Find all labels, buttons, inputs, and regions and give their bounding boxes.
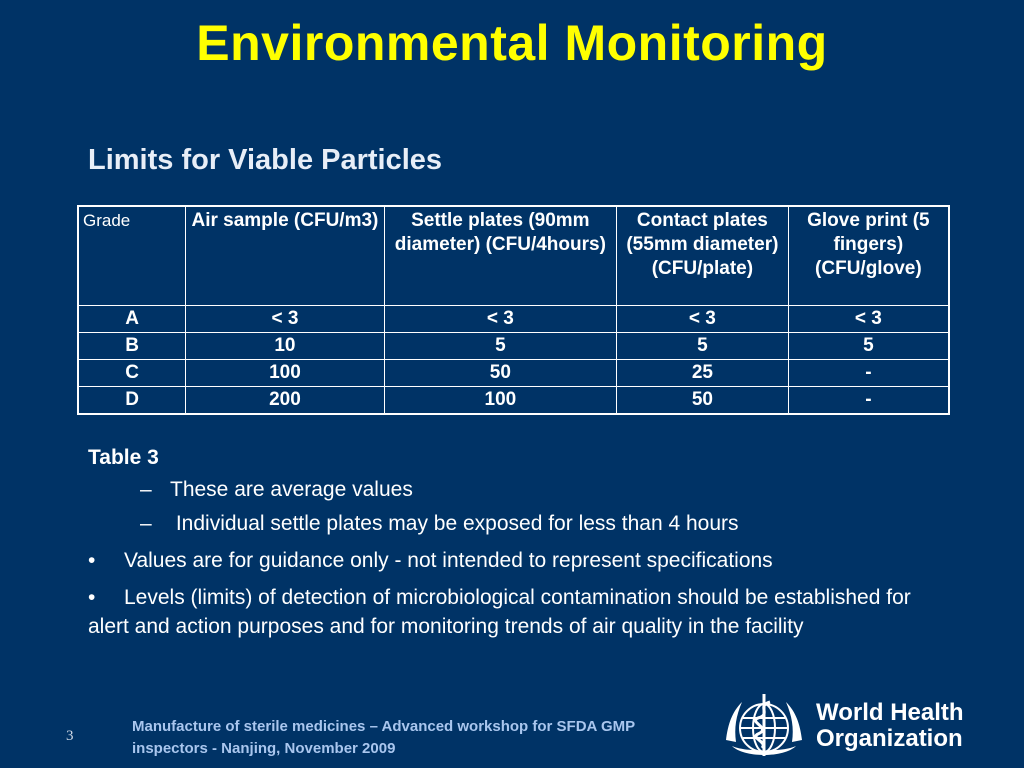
cell-grade: D xyxy=(78,387,186,415)
sub-list-item xyxy=(88,512,948,536)
cell-grade: C xyxy=(78,360,186,387)
table-header-row xyxy=(78,206,949,306)
cell-settle-plates: < 3 xyxy=(384,306,616,333)
bullet-icon: • xyxy=(88,586,96,609)
cell-air-sample: < 3 xyxy=(186,306,384,333)
cell-glove-print: 5 xyxy=(788,333,949,360)
bullet-text: Levels (limits) of detection of microbiological contamination should be established for alert and action purposes and for monitoring trends of air quality in the facility xyxy=(88,586,911,638)
header-air-sample: Air sample (CFU/m3) xyxy=(186,206,384,306)
cell-grade: A xyxy=(78,306,186,333)
page-number: 3 xyxy=(66,728,74,744)
cell-contact-plates: 5 xyxy=(617,333,789,360)
cell-air-sample: 200 xyxy=(186,387,384,415)
table-row xyxy=(78,360,949,387)
cell-settle-plates: 100 xyxy=(384,387,616,415)
cell-contact-plates: < 3 xyxy=(617,306,789,333)
slide-title: Environmental Monitoring xyxy=(196,15,828,71)
sub-item-text: These are average values xyxy=(170,478,413,501)
bullet-list-item xyxy=(88,546,948,575)
cell-glove-print: - xyxy=(788,360,949,387)
bullet-text: Values are for guidance only - not intended to represent specifications xyxy=(124,549,773,572)
who-name-line2: Organization xyxy=(816,725,963,752)
who-name-line1: World Health xyxy=(816,699,964,726)
notes-section xyxy=(88,446,948,649)
header-grade: Grade xyxy=(78,206,186,306)
header-contact-plates: Contact plates (55mm diameter) (CFU/plate) xyxy=(617,206,789,306)
cell-air-sample: 100 xyxy=(186,360,384,387)
cell-glove-print: < 3 xyxy=(788,306,949,333)
notes-heading: Table 3 xyxy=(88,446,159,469)
cell-contact-plates: 25 xyxy=(617,360,789,387)
header-glove-print: Glove print (5 fingers) (CFU/glove) xyxy=(788,206,949,306)
who-logo xyxy=(718,690,1008,762)
table-row xyxy=(78,333,949,360)
sub-list-item xyxy=(88,478,948,502)
table-row xyxy=(78,306,949,333)
who-emblem-icon xyxy=(718,690,810,762)
table-row xyxy=(78,387,949,415)
who-name xyxy=(816,700,964,752)
slide-subtitle: Limits for Viable Particles xyxy=(88,144,443,176)
sub-item-text: Individual settle plates may be exposed for less than 4 hours xyxy=(170,512,739,535)
cell-air-sample: 10 xyxy=(186,333,384,360)
viable-particle-limits-table xyxy=(77,205,950,415)
footer-text: Manufacture of sterile medicines – Advanced workshop for SFDA GMP inspectors - Nanjing, November 2009 xyxy=(132,718,635,757)
header-settle-plates: Settle plates (90mm diameter) (CFU/4hours) xyxy=(384,206,616,306)
bullet-icon: • xyxy=(88,549,96,572)
cell-settle-plates: 50 xyxy=(384,360,616,387)
dash-icon: – xyxy=(140,512,152,535)
cell-contact-plates: 50 xyxy=(617,387,789,415)
cell-grade: B xyxy=(78,333,186,360)
dash-icon: – xyxy=(140,478,152,501)
bullet-list-item xyxy=(88,583,948,641)
cell-glove-print: - xyxy=(788,387,949,415)
cell-settle-plates: 5 xyxy=(384,333,616,360)
